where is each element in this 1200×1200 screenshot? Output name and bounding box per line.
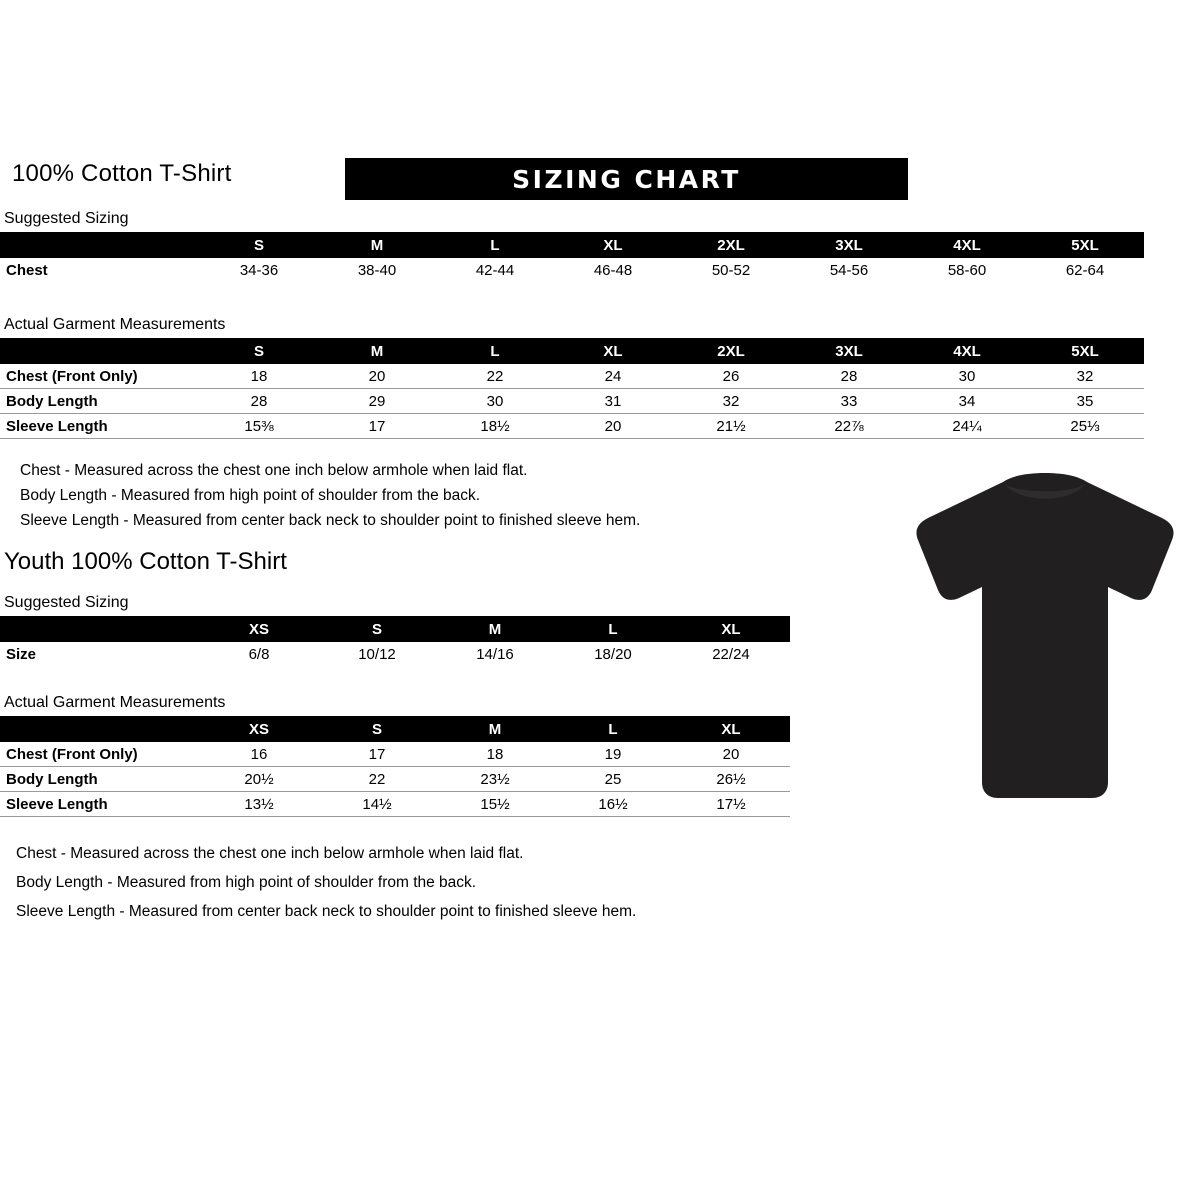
cell: 38-40 [357,261,397,279]
cell: 14½ [318,792,436,817]
adult-note-body-length: Body Length - Measured from high point of shoulder from the back. [20,487,481,504]
cell: 34 [908,389,1026,414]
col-head: XS [200,716,318,742]
adult-note-chest: Chest - Measured across the chest one inch below armhole when laid flat. [20,462,528,479]
cell: 23½ [436,767,554,792]
cell: 18 [200,364,318,389]
col-head: 2XL [672,338,790,364]
col-head: 3XL [790,338,908,364]
cell: 28 [790,364,908,389]
row-label: Chest (Front Only) [0,364,200,389]
document-header [8,158,908,200]
youth-actual-measurements-label: Actual Garment Measurements [4,694,226,711]
adult-actual-measurements-table [0,338,1144,439]
cell: 20 [672,742,790,767]
cell: 25⅓ [1026,414,1144,439]
cell: 19 [554,742,672,767]
cell: 18 [436,742,554,767]
row-label: Chest [6,261,48,279]
row-label: Size [6,645,37,663]
col-head: XL [672,716,790,742]
cell: 21½ [672,414,790,439]
youth-suggested-sizing-label: Suggested Sizing [4,594,129,611]
col-head [0,232,200,258]
cell: 10/12 [358,645,396,663]
row-label: Sleeve Length [0,792,200,817]
cell: 26½ [672,767,790,792]
col-head: M [436,716,554,742]
cell: 15½ [436,792,554,817]
cell: 25 [554,767,672,792]
adult-suggested-sizing-label: Suggested Sizing [4,210,129,227]
cell: 29 [318,389,436,414]
cell: 17 [318,742,436,767]
cell: 22 [318,767,436,792]
cell: 22 [436,364,554,389]
cell: 24 [554,364,672,389]
row-label: Body Length [0,767,200,792]
cell: 22/24 [712,645,750,663]
col-head: XS [200,616,318,642]
col-head: S [200,232,318,258]
cell: 50-52 [711,261,751,279]
table-row [0,258,1144,282]
col-head: 3XL [790,232,908,258]
table-header-row [0,338,1144,364]
cell: 22⅞ [790,414,908,439]
page-title: 100% Cotton T-Shirt [12,160,232,187]
youth-section-title: Youth 100% Cotton T-Shirt [4,548,287,575]
cell: 20 [318,364,436,389]
col-head: S [318,616,436,642]
col-head: 2XL [672,232,790,258]
col-head: 4XL [908,232,1026,258]
cell: 18½ [436,414,554,439]
cell: 24¼ [908,414,1026,439]
cell: 32 [672,389,790,414]
col-head: 5XL [1026,232,1144,258]
row-label: Sleeve Length [0,414,200,439]
table-row [0,742,790,767]
sizing-chart-banner-label: SIZING CHART [512,165,741,194]
col-head: M [318,338,436,364]
table-row [0,767,790,792]
col-head: S [318,716,436,742]
col-head: 4XL [908,338,1026,364]
table-header-row [0,616,790,642]
youth-note-chest: Chest - Measured across the chest one inch below armhole when laid flat. [16,845,524,862]
table-row [0,414,1144,439]
cell: 34-36 [239,261,279,279]
table-row [0,642,790,666]
cell: 28 [200,389,318,414]
cell: 17 [318,414,436,439]
cell: 35 [1026,389,1144,414]
cell: 18/20 [594,645,632,663]
table-row [0,389,1144,414]
cell: 14/16 [476,645,514,663]
youth-suggested-sizing-table [0,616,790,666]
col-head: XL [554,338,672,364]
col-head: L [436,338,554,364]
cell: 15⅜ [200,414,318,439]
table-row [0,792,790,817]
col-head [0,616,200,642]
col-head: L [554,616,672,642]
cell: 17½ [672,792,790,817]
cell: 32 [1026,364,1144,389]
adult-note-sleeve-length: Sleeve Length - Measured from center back neck to shoulder point to finished sleeve hem. [20,512,641,529]
col-head [0,716,200,742]
table-header-row [0,232,1144,258]
cell: 30 [908,364,1026,389]
cell: 31 [554,389,672,414]
col-head: XL [554,232,672,258]
col-head: L [554,716,672,742]
cell: 6/8 [248,645,270,663]
col-head [0,338,200,364]
col-head: XL [672,616,790,642]
cell: 58-60 [947,261,987,279]
cell: 33 [790,389,908,414]
row-label: Body Length [0,389,200,414]
cell: 46-48 [593,261,633,279]
col-head: M [318,232,436,258]
col-head: S [200,338,318,364]
cell: 20½ [200,767,318,792]
adult-actual-measurements-label: Actual Garment Measurements [4,316,226,333]
youth-actual-measurements-table [0,716,790,817]
row-label: Chest (Front Only) [0,742,200,767]
cell: 26 [672,364,790,389]
cell: 54-56 [829,261,869,279]
col-head: 5XL [1026,338,1144,364]
sizing-chart-banner [345,158,908,200]
table-header-row [0,716,790,742]
cell: 13½ [200,792,318,817]
col-head: L [436,232,554,258]
cell: 30 [436,389,554,414]
cell: 20 [554,414,672,439]
cell: 42-44 [475,261,515,279]
t-shirt-illustration [900,470,1190,810]
adult-suggested-sizing-table [0,232,1144,282]
cell: 16½ [554,792,672,817]
table-row [0,364,1144,389]
cell: 16 [200,742,318,767]
youth-note-body-length: Body Length - Measured from high point of shoulder from the back. [16,874,477,891]
youth-note-sleeve-length: Sleeve Length - Measured from center back neck to shoulder point to finished sleeve hem. [16,903,637,920]
col-head: M [436,616,554,642]
cell: 62-64 [1065,261,1105,279]
